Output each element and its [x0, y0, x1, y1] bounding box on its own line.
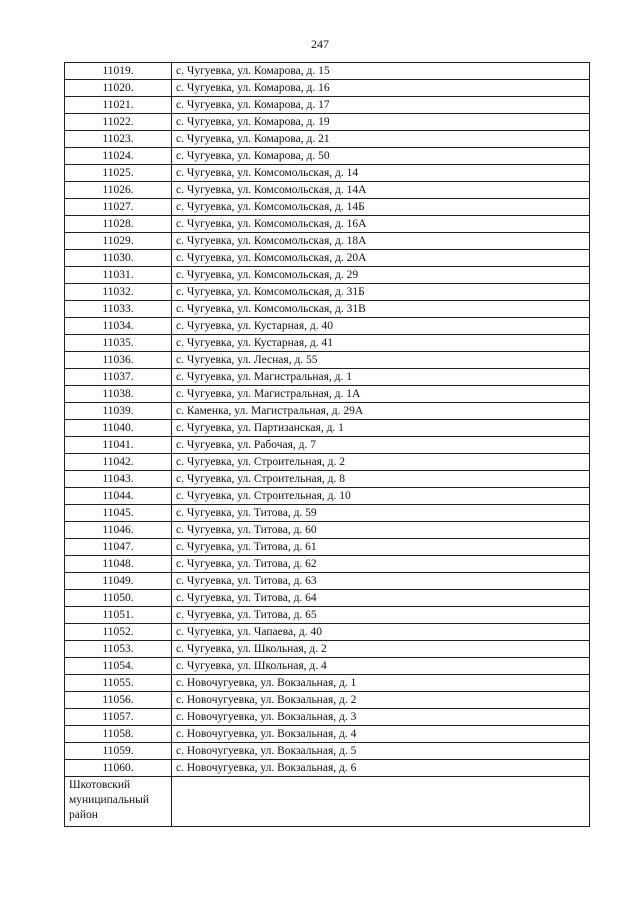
table-row — [65, 284, 590, 301]
address-table — [64, 62, 590, 827]
row-address: с. Новочугуевка, ул. Вокзальная, д. 4 — [172, 726, 590, 743]
row-address: с. Чугуевка, ул. Комсомольская, д. 14А — [172, 182, 590, 199]
row-address: с. Чугуевка, ул. Комсомольская, д. 20А — [172, 250, 590, 267]
table-row — [65, 386, 590, 403]
table-row — [65, 522, 590, 539]
row-number: 11048. — [65, 556, 172, 573]
table-row — [65, 403, 590, 420]
row-number: 11024. — [65, 148, 172, 165]
row-address: с. Чугуевка, ул. Комсомольская, д. 16А — [172, 216, 590, 233]
district-name-line: район — [69, 809, 98, 821]
table-row — [65, 63, 590, 80]
table-row — [65, 692, 590, 709]
table-row — [65, 267, 590, 284]
row-number: 11041. — [65, 437, 172, 454]
row-address: с. Чугуевка, ул. Комарова, д. 19 — [172, 114, 590, 131]
row-number: 11052. — [65, 624, 172, 641]
table-row — [65, 437, 590, 454]
row-number: 11035. — [65, 335, 172, 352]
table-row — [65, 352, 590, 369]
table-row — [65, 675, 590, 692]
row-address: с. Чугуевка, ул. Строительная, д. 2 — [172, 454, 590, 471]
row-number: 11028. — [65, 216, 172, 233]
row-address: с. Чугуевка, ул. Комсомольская, д. 31В — [172, 301, 590, 318]
row-number: 11027. — [65, 199, 172, 216]
row-number: 11032. — [65, 284, 172, 301]
row-number: 11046. — [65, 522, 172, 539]
row-address: с. Чугуевка, ул. Школьная, д. 4 — [172, 658, 590, 675]
table-row — [65, 556, 590, 573]
row-address: с. Чугуевка, ул. Комсомольская, д. 14Б — [172, 199, 590, 216]
row-number: 11037. — [65, 369, 172, 386]
row-number: 11043. — [65, 471, 172, 488]
row-address: с. Чугуевка, ул. Титова, д. 61 — [172, 539, 590, 556]
row-address: с. Чугуевка, ул. Титова, д. 62 — [172, 556, 590, 573]
row-address: с. Чугуевка, ул. Титова, д. 63 — [172, 573, 590, 590]
table-row — [65, 182, 590, 199]
row-address: с. Чугуевка, ул. Комсомольская, д. 14 — [172, 165, 590, 182]
district-name-line: муниципальный — [69, 794, 150, 806]
row-address: с. Новочугуевка, ул. Вокзальная, д. 5 — [172, 743, 590, 760]
table-row — [65, 420, 590, 437]
table-row — [65, 301, 590, 318]
table-row — [65, 250, 590, 267]
row-number: 11023. — [65, 131, 172, 148]
row-number: 11044. — [65, 488, 172, 505]
row-address: с. Чугуевка, ул. Лесная, д. 55 — [172, 352, 590, 369]
row-number: 11039. — [65, 403, 172, 420]
row-number: 11038. — [65, 386, 172, 403]
row-number: 11049. — [65, 573, 172, 590]
row-address: с. Новочугуевка, ул. Вокзальная, д. 3 — [172, 709, 590, 726]
table-row — [65, 658, 590, 675]
table-row — [65, 760, 590, 777]
row-number: 11042. — [65, 454, 172, 471]
row-number: 11019. — [65, 63, 172, 80]
row-number: 11056. — [65, 692, 172, 709]
row-address: с. Каменка, ул. Магистральная, д. 29А — [172, 403, 590, 420]
row-number: 11034. — [65, 318, 172, 335]
row-address: с. Чугуевка, ул. Чапаева, д. 40 — [172, 624, 590, 641]
row-address: с. Чугуевка, ул. Комарова, д. 21 — [172, 131, 590, 148]
row-address: с. Чугуевка, ул. Кустарная, д. 41 — [172, 335, 590, 352]
row-address: с. Чугуевка, ул. Строительная, д. 8 — [172, 471, 590, 488]
row-number: 11021. — [65, 97, 172, 114]
row-address: с. Чугуевка, ул. Кустарная, д. 40 — [172, 318, 590, 335]
district-empty-cell — [172, 777, 590, 827]
row-number: 11045. — [65, 505, 172, 522]
table-row — [65, 573, 590, 590]
row-number: 11058. — [65, 726, 172, 743]
row-number: 11026. — [65, 182, 172, 199]
row-number: 11030. — [65, 250, 172, 267]
row-number: 11040. — [65, 420, 172, 437]
table-row — [65, 80, 590, 97]
table-row — [65, 165, 590, 182]
row-address: с. Чугуевка, ул. Комарова, д. 16 — [172, 80, 590, 97]
row-address: с. Чугуевка, ул. Комарова, д. 17 — [172, 97, 590, 114]
row-number: 11029. — [65, 233, 172, 250]
row-number: 11060. — [65, 760, 172, 777]
table-row — [65, 624, 590, 641]
table-row — [65, 369, 590, 386]
row-number: 11050. — [65, 590, 172, 607]
row-address: с. Чугуевка, ул. Комарова, д. 15 — [172, 63, 590, 80]
row-number: 11036. — [65, 352, 172, 369]
row-number: 11055. — [65, 675, 172, 692]
table-row — [65, 318, 590, 335]
row-number: 11054. — [65, 658, 172, 675]
district-row — [65, 777, 590, 827]
row-number: 11025. — [65, 165, 172, 182]
table-row — [65, 131, 590, 148]
table-row — [65, 743, 590, 760]
row-address: с. Чугуевка, ул. Комсомольская, д. 18А — [172, 233, 590, 250]
table-row — [65, 607, 590, 624]
row-address: с. Чугуевка, ул. Титова, д. 60 — [172, 522, 590, 539]
row-address: с. Чугуевка, ул. Комарова, д. 50 — [172, 148, 590, 165]
row-address: с. Чугуевка, ул. Магистральная, д. 1 — [172, 369, 590, 386]
table-row — [65, 505, 590, 522]
table-row — [65, 471, 590, 488]
table-row — [65, 216, 590, 233]
page-number: 247 — [311, 37, 329, 51]
district-name-line: Шкотовский — [69, 779, 131, 791]
table-row — [65, 726, 590, 743]
table-row — [65, 590, 590, 607]
row-number: 11033. — [65, 301, 172, 318]
address-table-body — [65, 63, 590, 827]
row-number: 11031. — [65, 267, 172, 284]
row-address: с. Чугуевка, ул. Титова, д. 64 — [172, 590, 590, 607]
row-number: 11051. — [65, 607, 172, 624]
row-address: с. Чугуевка, ул. Титова, д. 65 — [172, 607, 590, 624]
table-row — [65, 641, 590, 658]
table-row — [65, 97, 590, 114]
row-address: с. Новочугуевка, ул. Вокзальная, д. 1 — [172, 675, 590, 692]
table-row — [65, 335, 590, 352]
row-address: с. Чугуевка, ул. Комсомольская, д. 31Б — [172, 284, 590, 301]
table-row — [65, 233, 590, 250]
row-address: с. Чугуевка, ул. Комсомольская, д. 29 — [172, 267, 590, 284]
row-number: 11057. — [65, 709, 172, 726]
table-row — [65, 148, 590, 165]
row-address: с. Чугуевка, ул. Партизанская, д. 1 — [172, 420, 590, 437]
row-address: с. Чугуевка, ул. Магистральная, д. 1А — [172, 386, 590, 403]
table-row — [65, 454, 590, 471]
row-address: с. Чугуевка, ул. Титова, д. 59 — [172, 505, 590, 522]
row-number: 11047. — [65, 539, 172, 556]
row-address: с. Чугуевка, ул. Школьная, д. 2 — [172, 641, 590, 658]
table-row — [65, 539, 590, 556]
row-number: 11059. — [65, 743, 172, 760]
table-row — [65, 199, 590, 216]
row-address: с. Чугуевка, ул. Строительная, д. 10 — [172, 488, 590, 505]
row-address: с. Новочугуевка, ул. Вокзальная, д. 6 — [172, 760, 590, 777]
district-name — [65, 777, 172, 827]
row-number: 11022. — [65, 114, 172, 131]
row-number: 11053. — [65, 641, 172, 658]
table-row — [65, 709, 590, 726]
row-address: с. Новочугуевка, ул. Вокзальная, д. 2 — [172, 692, 590, 709]
table-row — [65, 114, 590, 131]
row-number: 11020. — [65, 80, 172, 97]
table-row — [65, 488, 590, 505]
row-address: с. Чугуевка, ул. Рабочая, д. 7 — [172, 437, 590, 454]
